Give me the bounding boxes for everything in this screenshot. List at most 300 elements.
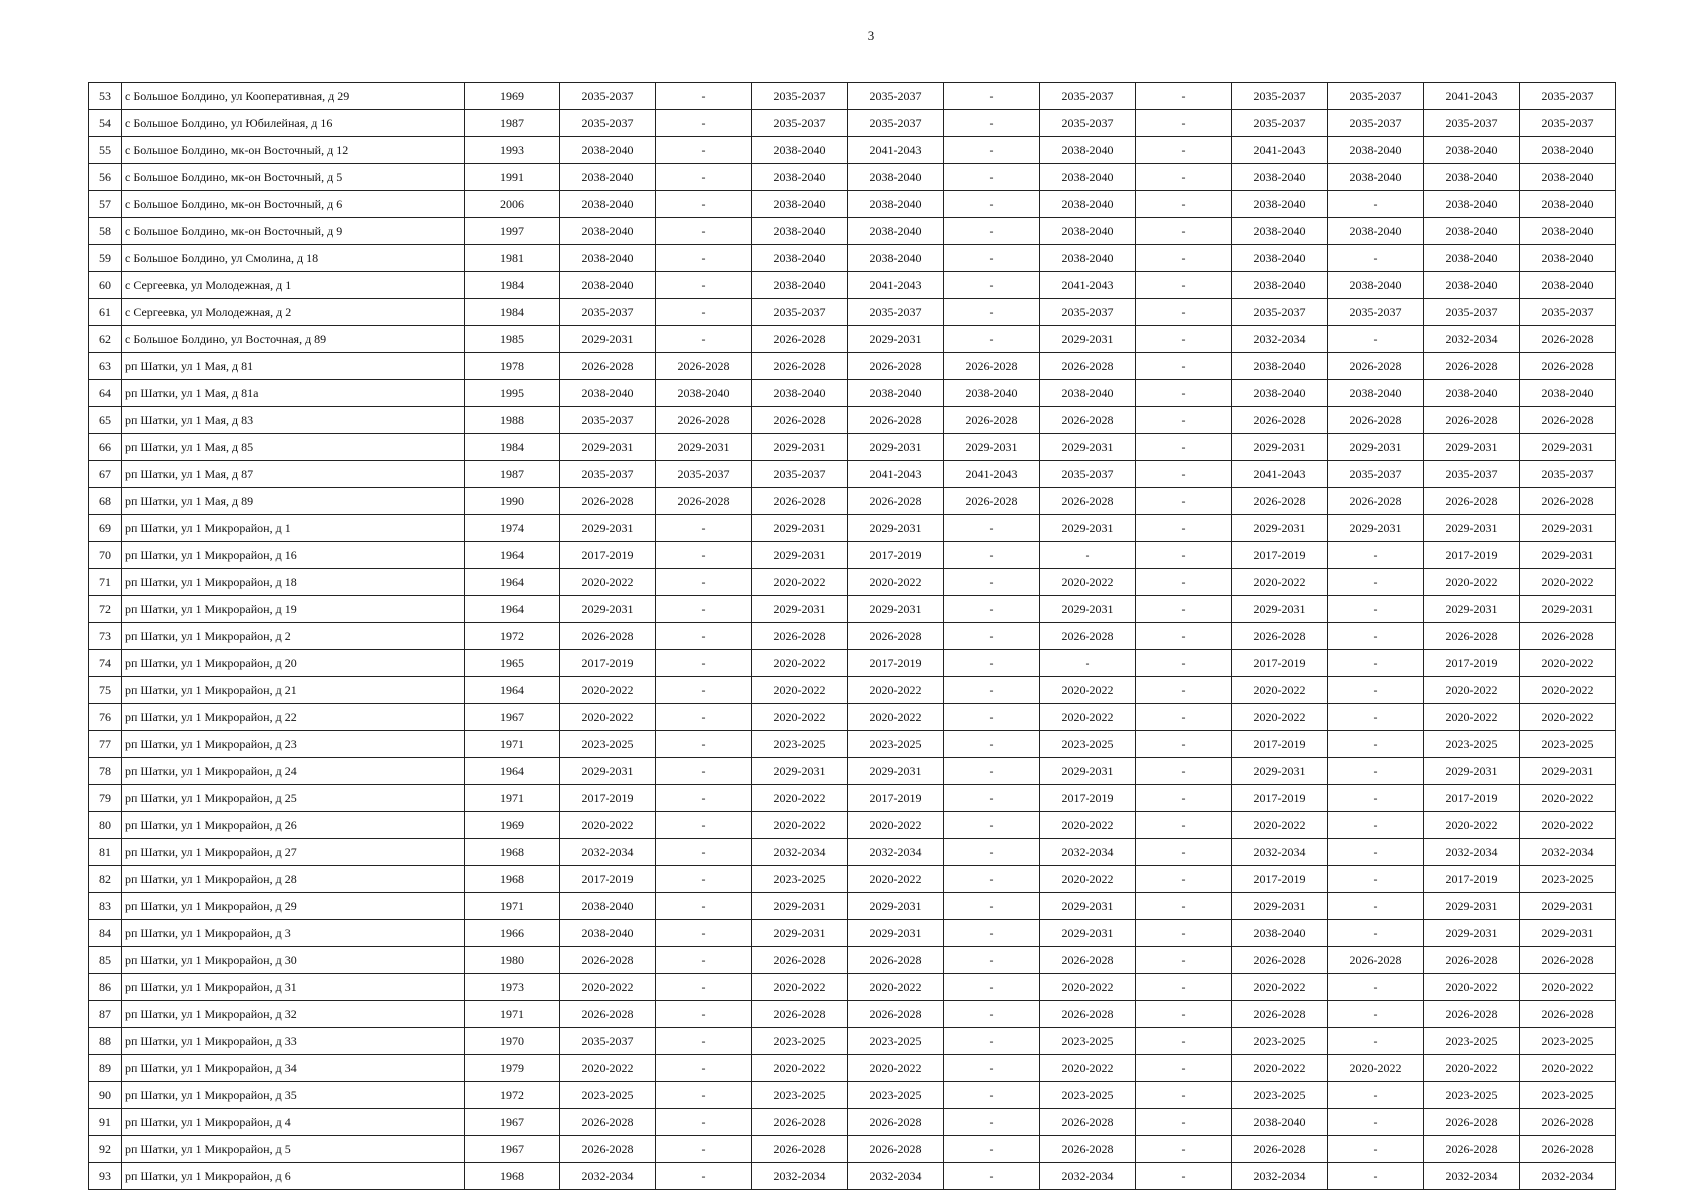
period-cell: - (656, 785, 752, 812)
period-cell: 2035-2037 (1328, 299, 1424, 326)
table-row (89, 461, 1616, 488)
period-cell: 2029-2031 (848, 434, 944, 461)
period-cell: - (1328, 650, 1424, 677)
period-cell: 2023-2025 (848, 731, 944, 758)
year-built-cell: 1967 (465, 1109, 560, 1136)
period-cell: 2017-2019 (1424, 542, 1520, 569)
period-cell: 2041-2043 (1424, 83, 1520, 110)
period-cell: 2026-2028 (1040, 353, 1136, 380)
address-cell: рп Шатки, ул 1 Микрорайон, д 1 (122, 515, 465, 542)
period-cell: 2035-2037 (1040, 461, 1136, 488)
period-cell: - (1328, 569, 1424, 596)
period-cell: 2020-2022 (1424, 677, 1520, 704)
period-cell: 2038-2040 (1232, 191, 1328, 218)
address-cell: рп Шатки, ул 1 Микрорайон, д 24 (122, 758, 465, 785)
period-cell: 2038-2040 (848, 218, 944, 245)
year-built-cell: 1971 (465, 731, 560, 758)
period-cell: - (944, 623, 1040, 650)
period-cell: 2029-2031 (1520, 596, 1616, 623)
period-cell: 2020-2022 (848, 866, 944, 893)
period-cell: 2026-2028 (752, 1001, 848, 1028)
row-number-cell: 71 (89, 569, 122, 596)
address-cell: с Большое Болдино, мк-он Восточный, д 5 (122, 164, 465, 191)
period-cell: 2038-2040 (1328, 272, 1424, 299)
period-cell: 2035-2037 (848, 299, 944, 326)
period-cell: 2029-2031 (1040, 920, 1136, 947)
period-cell: 2038-2040 (1520, 191, 1616, 218)
period-cell: 2029-2031 (1520, 893, 1616, 920)
period-cell: 2026-2028 (1424, 488, 1520, 515)
period-cell: 2041-2043 (1232, 137, 1328, 164)
period-cell: - (656, 1055, 752, 1082)
period-cell: 2020-2022 (1232, 704, 1328, 731)
period-cell: 2032-2034 (1232, 326, 1328, 353)
row-number-cell: 83 (89, 893, 122, 920)
period-cell: - (656, 623, 752, 650)
period-cell: - (656, 704, 752, 731)
period-cell: 2038-2040 (1040, 218, 1136, 245)
year-built-cell: 1984 (465, 434, 560, 461)
year-built-cell: 1967 (465, 704, 560, 731)
period-cell: 2029-2031 (944, 434, 1040, 461)
period-cell: 2035-2037 (848, 110, 944, 137)
period-cell: 2041-2043 (1232, 461, 1328, 488)
period-cell: 2026-2028 (752, 1136, 848, 1163)
year-built-cell: 1964 (465, 758, 560, 785)
period-cell: 2023-2025 (1520, 866, 1616, 893)
period-cell: 2020-2022 (560, 569, 656, 596)
period-cell: 2026-2028 (1520, 353, 1616, 380)
period-cell: - (656, 731, 752, 758)
period-cell: 2029-2031 (1040, 434, 1136, 461)
period-cell: - (944, 812, 1040, 839)
period-cell: 2026-2028 (560, 1109, 656, 1136)
period-cell: - (944, 947, 1040, 974)
period-cell: 2020-2022 (1040, 1055, 1136, 1082)
period-cell: - (656, 596, 752, 623)
year-built-cell: 1971 (465, 785, 560, 812)
period-cell: 2029-2031 (1232, 596, 1328, 623)
period-cell: 2038-2040 (560, 920, 656, 947)
table-row (89, 515, 1616, 542)
period-cell: 2035-2037 (848, 83, 944, 110)
period-cell: 2032-2034 (1040, 1163, 1136, 1190)
year-built-cell: 1969 (465, 83, 560, 110)
period-cell: 2026-2028 (1040, 407, 1136, 434)
period-cell: 2038-2040 (752, 218, 848, 245)
period-cell: 2038-2040 (848, 245, 944, 272)
table-row (89, 1055, 1616, 1082)
period-cell: - (944, 785, 1040, 812)
period-cell: - (944, 731, 1040, 758)
period-cell: 2026-2028 (848, 1136, 944, 1163)
period-cell: 2038-2040 (944, 380, 1040, 407)
table-row (89, 110, 1616, 137)
period-cell: 2029-2031 (1520, 920, 1616, 947)
period-cell: 2041-2043 (848, 272, 944, 299)
period-cell: 2023-2025 (560, 1082, 656, 1109)
period-cell: - (1136, 353, 1232, 380)
period-cell: 2038-2040 (1520, 164, 1616, 191)
period-cell: 2026-2028 (944, 407, 1040, 434)
period-cell: 2035-2037 (1520, 83, 1616, 110)
period-cell: - (656, 1001, 752, 1028)
period-cell: - (656, 758, 752, 785)
period-cell: - (1328, 623, 1424, 650)
period-cell: 2029-2031 (560, 434, 656, 461)
period-cell: 2026-2028 (1424, 1109, 1520, 1136)
period-cell: 2020-2022 (1040, 974, 1136, 1001)
period-cell: 2032-2034 (848, 839, 944, 866)
period-cell: 2029-2031 (1232, 515, 1328, 542)
period-cell: 2032-2034 (1232, 839, 1328, 866)
period-cell: - (656, 569, 752, 596)
row-number-cell: 64 (89, 380, 122, 407)
period-cell: 2038-2040 (1232, 380, 1328, 407)
period-cell: - (1328, 677, 1424, 704)
period-cell: - (944, 866, 1040, 893)
period-cell: - (656, 1136, 752, 1163)
period-cell: 2017-2019 (1232, 542, 1328, 569)
year-built-cell: 1965 (465, 650, 560, 677)
period-cell: 2026-2028 (1040, 1136, 1136, 1163)
period-cell: 2020-2022 (848, 677, 944, 704)
period-cell: 2017-2019 (560, 866, 656, 893)
period-cell: - (944, 1109, 1040, 1136)
period-cell: - (656, 1028, 752, 1055)
period-cell: 2041-2043 (944, 461, 1040, 488)
period-cell: 2017-2019 (1424, 650, 1520, 677)
period-cell: 2026-2028 (1328, 947, 1424, 974)
period-cell: 2038-2040 (1520, 380, 1616, 407)
period-cell: 2023-2025 (752, 866, 848, 893)
period-cell: - (1136, 650, 1232, 677)
year-built-cell: 1971 (465, 893, 560, 920)
period-cell: 2017-2019 (1232, 866, 1328, 893)
period-cell: 2038-2040 (1424, 272, 1520, 299)
period-cell: 2026-2028 (848, 407, 944, 434)
period-cell: - (1136, 110, 1232, 137)
period-cell: - (1328, 758, 1424, 785)
period-cell: 2038-2040 (1520, 245, 1616, 272)
period-cell: - (656, 245, 752, 272)
period-cell: 2029-2031 (1040, 326, 1136, 353)
period-cell: 2020-2022 (560, 974, 656, 1001)
period-cell: 2029-2031 (848, 596, 944, 623)
period-cell: - (1328, 542, 1424, 569)
period-cell: 2032-2034 (848, 1163, 944, 1190)
table-row (89, 650, 1616, 677)
period-cell: 2032-2034 (1424, 1163, 1520, 1190)
period-cell: 2029-2031 (752, 515, 848, 542)
table-row (89, 893, 1616, 920)
period-cell: - (944, 542, 1040, 569)
period-cell: 2041-2043 (848, 461, 944, 488)
period-cell: 2020-2022 (1232, 1055, 1328, 1082)
period-cell: 2026-2028 (752, 947, 848, 974)
period-cell: 2029-2031 (1424, 758, 1520, 785)
address-cell: с Большое Болдино, ул Смолина, д 18 (122, 245, 465, 272)
period-cell: 2035-2037 (1424, 110, 1520, 137)
table-row (89, 596, 1616, 623)
period-cell: 2029-2031 (1424, 434, 1520, 461)
period-cell: 2038-2040 (1520, 272, 1616, 299)
year-built-cell: 1968 (465, 1163, 560, 1190)
address-cell: рп Шатки, ул 1 Микрорайон, д 5 (122, 1136, 465, 1163)
address-cell: рп Шатки, ул 1 Микрорайон, д 27 (122, 839, 465, 866)
table-row (89, 542, 1616, 569)
period-cell: - (944, 596, 1040, 623)
row-number-cell: 93 (89, 1163, 122, 1190)
row-number-cell: 89 (89, 1055, 122, 1082)
year-built-cell: 2006 (465, 191, 560, 218)
period-cell: 2020-2022 (848, 974, 944, 1001)
period-cell: - (1328, 920, 1424, 947)
year-built-cell: 1985 (465, 326, 560, 353)
period-cell: - (944, 1028, 1040, 1055)
period-cell: - (1136, 839, 1232, 866)
period-cell: 2035-2037 (752, 299, 848, 326)
period-cell: - (656, 839, 752, 866)
table-row (89, 866, 1616, 893)
period-cell: 2017-2019 (1040, 785, 1136, 812)
period-cell: - (1328, 1136, 1424, 1163)
period-cell: - (1136, 380, 1232, 407)
period-cell: 2038-2040 (560, 272, 656, 299)
period-cell: 2029-2031 (1520, 758, 1616, 785)
period-cell: 2023-2025 (1520, 731, 1616, 758)
year-built-cell: 1978 (465, 353, 560, 380)
period-cell: - (1136, 272, 1232, 299)
period-cell: 2026-2028 (1232, 947, 1328, 974)
year-built-cell: 1968 (465, 839, 560, 866)
period-cell: - (656, 947, 752, 974)
period-cell: 2026-2028 (752, 326, 848, 353)
period-cell: 2020-2022 (1424, 812, 1520, 839)
address-cell: с Большое Болдино, ул Восточная, д 89 (122, 326, 465, 353)
period-cell: 2038-2040 (1232, 245, 1328, 272)
table-row (89, 947, 1616, 974)
period-cell: - (944, 137, 1040, 164)
table-row (89, 245, 1616, 272)
period-cell: 2017-2019 (1424, 785, 1520, 812)
period-cell: 2038-2040 (1232, 218, 1328, 245)
row-number-cell: 62 (89, 326, 122, 353)
address-cell: рп Шатки, ул 1 Микрорайон, д 28 (122, 866, 465, 893)
table-row (89, 677, 1616, 704)
period-cell: 2026-2028 (1232, 1136, 1328, 1163)
period-cell: 2020-2022 (1040, 866, 1136, 893)
period-cell: - (944, 1136, 1040, 1163)
period-cell: 2038-2040 (656, 380, 752, 407)
year-built-cell: 1964 (465, 677, 560, 704)
table-row (89, 785, 1616, 812)
period-cell: 2020-2022 (752, 704, 848, 731)
address-cell: с Сергеевка, ул Молодежная, д 2 (122, 299, 465, 326)
row-number-cell: 86 (89, 974, 122, 1001)
period-cell: 2032-2034 (560, 1163, 656, 1190)
period-cell: - (656, 1082, 752, 1109)
address-cell: рп Шатки, ул 1 Микрорайон, д 4 (122, 1109, 465, 1136)
period-cell: - (944, 218, 1040, 245)
table-row (89, 704, 1616, 731)
year-built-cell: 1981 (465, 245, 560, 272)
row-number-cell: 65 (89, 407, 122, 434)
period-cell: 2020-2022 (1520, 1055, 1616, 1082)
row-number-cell: 84 (89, 920, 122, 947)
period-cell: 2023-2025 (1040, 1028, 1136, 1055)
table-row (89, 974, 1616, 1001)
period-cell: - (656, 191, 752, 218)
period-cell: - (944, 83, 1040, 110)
period-cell: 2038-2040 (1040, 137, 1136, 164)
period-cell: 2020-2022 (1232, 677, 1328, 704)
period-cell: 2038-2040 (1040, 380, 1136, 407)
period-cell: 2017-2019 (848, 650, 944, 677)
address-cell: рп Шатки, ул 1 Микрорайон, д 18 (122, 569, 465, 596)
period-cell: 2020-2022 (1520, 974, 1616, 1001)
period-cell: 2017-2019 (1424, 866, 1520, 893)
period-cell: - (656, 299, 752, 326)
period-cell: - (1136, 758, 1232, 785)
period-cell: 2035-2037 (1520, 110, 1616, 137)
period-cell: 2026-2028 (1328, 353, 1424, 380)
table-row (89, 758, 1616, 785)
period-cell: 2020-2022 (752, 974, 848, 1001)
period-cell: 2038-2040 (1424, 380, 1520, 407)
year-built-cell: 1968 (465, 866, 560, 893)
row-number-cell: 72 (89, 596, 122, 623)
table-row (89, 1109, 1616, 1136)
period-cell: 2035-2037 (560, 110, 656, 137)
period-cell: 2029-2031 (560, 596, 656, 623)
year-built-cell: 1964 (465, 596, 560, 623)
period-cell: 2023-2025 (1232, 1082, 1328, 1109)
period-cell: 2020-2022 (848, 1055, 944, 1082)
period-cell: 2038-2040 (848, 191, 944, 218)
period-cell: 2026-2028 (1520, 326, 1616, 353)
period-cell: - (1328, 704, 1424, 731)
period-cell: - (1136, 866, 1232, 893)
period-cell: - (1328, 1028, 1424, 1055)
period-cell: 2017-2019 (560, 542, 656, 569)
period-cell: 2020-2022 (1424, 569, 1520, 596)
table-row (89, 299, 1616, 326)
table-row (89, 1082, 1616, 1109)
table-row (89, 380, 1616, 407)
table-row (89, 812, 1616, 839)
period-cell: 2023-2025 (752, 1028, 848, 1055)
row-number-cell: 58 (89, 218, 122, 245)
period-cell: 2026-2028 (656, 407, 752, 434)
period-cell: 2029-2031 (848, 893, 944, 920)
row-number-cell: 73 (89, 623, 122, 650)
period-cell: 2029-2031 (1040, 758, 1136, 785)
period-cell: 2032-2034 (1232, 1163, 1328, 1190)
page-number: 3 (867, 28, 875, 43)
period-cell: 2023-2025 (848, 1082, 944, 1109)
period-cell: 2026-2028 (560, 1136, 656, 1163)
period-cell: 2020-2022 (1040, 569, 1136, 596)
period-cell: 2029-2031 (752, 596, 848, 623)
period-cell: 2029-2031 (560, 326, 656, 353)
period-cell: - (656, 812, 752, 839)
row-number-cell: 90 (89, 1082, 122, 1109)
period-cell: 2023-2025 (1424, 731, 1520, 758)
period-cell: 2029-2031 (1520, 515, 1616, 542)
period-cell: - (656, 83, 752, 110)
period-cell: 2038-2040 (752, 272, 848, 299)
period-cell: - (1328, 191, 1424, 218)
period-cell: 2035-2037 (752, 110, 848, 137)
period-cell: 2029-2031 (1232, 434, 1328, 461)
period-cell: 2020-2022 (848, 569, 944, 596)
period-cell: 2026-2028 (560, 623, 656, 650)
period-cell: 2038-2040 (1040, 164, 1136, 191)
period-cell: - (656, 218, 752, 245)
period-cell: 2026-2028 (1424, 947, 1520, 974)
row-number-cell: 81 (89, 839, 122, 866)
year-built-cell: 1995 (465, 380, 560, 407)
table-row (89, 218, 1616, 245)
period-cell: - (944, 758, 1040, 785)
period-cell: 2026-2028 (1424, 623, 1520, 650)
period-cell: 2038-2040 (848, 380, 944, 407)
period-cell: 2026-2028 (752, 1109, 848, 1136)
address-cell: рп Шатки, ул 1 Микрорайон, д 26 (122, 812, 465, 839)
year-built-cell: 1964 (465, 542, 560, 569)
period-cell: 2026-2028 (560, 353, 656, 380)
period-cell: - (1136, 785, 1232, 812)
period-cell: 2026-2028 (1520, 488, 1616, 515)
period-cell: 2029-2031 (1040, 893, 1136, 920)
table-row (89, 137, 1616, 164)
period-cell: 2029-2031 (1328, 434, 1424, 461)
period-cell: - (1328, 1109, 1424, 1136)
period-cell: 2026-2028 (1040, 947, 1136, 974)
period-cell: 2017-2019 (1232, 650, 1328, 677)
row-number-cell: 68 (89, 488, 122, 515)
address-cell: с Большое Болдино, ул Юбилейная, д 16 (122, 110, 465, 137)
period-cell: 2026-2028 (1520, 1109, 1616, 1136)
row-number-cell: 91 (89, 1109, 122, 1136)
period-cell: 2029-2031 (1040, 596, 1136, 623)
period-cell: - (1136, 515, 1232, 542)
period-cell: 2026-2028 (1520, 947, 1616, 974)
address-cell: рп Шатки, ул 1 Микрорайон, д 16 (122, 542, 465, 569)
address-cell: рп Шатки, ул 1 Мая, д 83 (122, 407, 465, 434)
period-cell: 2026-2028 (1232, 1001, 1328, 1028)
period-cell: - (1136, 947, 1232, 974)
row-number-cell: 63 (89, 353, 122, 380)
period-cell: - (1328, 1082, 1424, 1109)
period-cell: 2032-2034 (1040, 839, 1136, 866)
table-body (89, 83, 1616, 1190)
row-number-cell: 66 (89, 434, 122, 461)
period-cell: 2038-2040 (560, 218, 656, 245)
period-cell: 2038-2040 (752, 245, 848, 272)
period-cell: 2038-2040 (560, 245, 656, 272)
period-cell: 2038-2040 (1520, 218, 1616, 245)
address-cell: с Сергеевка, ул Молодежная, д 1 (122, 272, 465, 299)
period-cell: 2029-2031 (1232, 893, 1328, 920)
period-cell: 2023-2025 (752, 1082, 848, 1109)
period-cell: - (1040, 650, 1136, 677)
period-cell: 2029-2031 (560, 515, 656, 542)
period-cell: 2029-2031 (1424, 515, 1520, 542)
period-cell: 2017-2019 (848, 542, 944, 569)
table-row (89, 326, 1616, 353)
